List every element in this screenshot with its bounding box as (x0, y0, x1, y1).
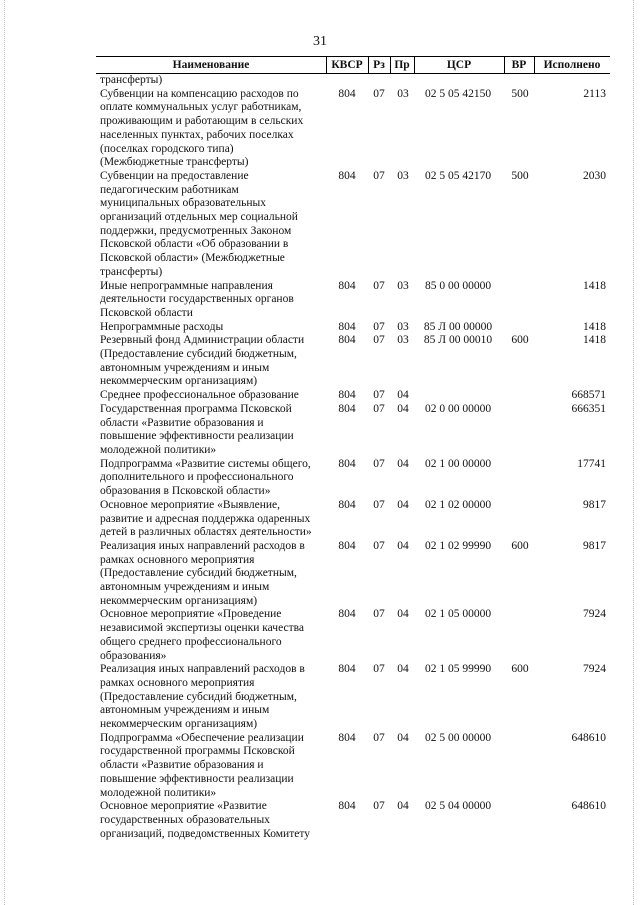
cell-csr: 02 1 02 99990 (424, 539, 492, 552)
cell-rz: 07 (373, 608, 385, 621)
left-edge-dots (4, 0, 7, 905)
cell-executed: 9817 (583, 498, 606, 511)
cell-executed: 666351 (571, 402, 606, 415)
cell-csr: 02 1 05 00000 (424, 608, 492, 621)
cell-executed: 1418 (583, 279, 606, 292)
table-header (96, 56, 610, 74)
cell-kvsr: 804 (338, 663, 356, 676)
cell-kvsr: 804 (338, 498, 356, 511)
cell-executed: 7924 (583, 663, 606, 676)
cell-rz: 07 (373, 402, 385, 415)
cell-pr: 03 (397, 87, 409, 100)
cell-csr: 85 Л 00 00000 (423, 320, 493, 333)
table-row (96, 389, 610, 403)
cell-executed: 648610 (571, 800, 606, 813)
cell-name: Подпрограмма «Обеспечение реализации государственной программы Псковской области «Развитие образования и повышение эффективности реализации молодежной политики» (100, 731, 304, 799)
cell-name: Основное мероприятие «Проведение независимой экспертизы оценки качества общего среднего профессионального образования» (100, 608, 304, 662)
table-row (96, 88, 610, 170)
cell-pr: 03 (397, 169, 409, 182)
cell-executed: 1418 (583, 334, 606, 347)
cell-vr: 500 (511, 87, 529, 100)
cell-name: Основное мероприятие «Выявление, развитие и адресная поддержка одаренных детей в различных областях деятельности» (100, 498, 312, 539)
cell-csr: 02 5 05 42170 (424, 169, 492, 182)
cell-kvsr: 804 (338, 87, 356, 100)
cell-rz: 07 (373, 389, 385, 402)
cell-executed: 17741 (577, 457, 606, 470)
cell-pr: 04 (397, 539, 409, 552)
cell-vr: 600 (511, 334, 529, 347)
cell-pr: 03 (397, 320, 409, 333)
right-edge-dots (633, 0, 636, 905)
cell-rz: 07 (373, 663, 385, 676)
table-row (96, 499, 610, 540)
cell-pr: 04 (397, 731, 409, 744)
table-row (96, 608, 610, 663)
table-row (96, 334, 610, 389)
cell-kvsr: 804 (338, 402, 356, 415)
cell-csr: 85 0 00 00000 (424, 279, 492, 292)
header-executed: Исполнено (543, 59, 601, 71)
cell-vr: 600 (511, 539, 529, 552)
cell-name: Непрограммные расходы (100, 320, 224, 333)
header-csr: ЦСР (446, 59, 472, 71)
cell-executed: 7924 (583, 608, 606, 621)
table-row (96, 540, 610, 609)
cell-rz: 07 (373, 457, 385, 470)
header-vr: ВР (511, 59, 527, 71)
budget-table (96, 56, 610, 841)
cell-name: трансферты) (100, 74, 163, 86)
cell-kvsr: 804 (338, 334, 356, 347)
cell-pr: 03 (397, 334, 409, 347)
table-row (96, 170, 610, 280)
cell-rz: 07 (373, 800, 385, 813)
table-row (96, 74, 610, 88)
cell-name: Субвенции на компенсацию расходов по оплате коммунальных услуг работникам, проживающим и работающим в сельских населенных пунктах, рабочих поселках (поселках городского типа) (Межбюджетные трансферты) (100, 87, 304, 169)
cell-pr: 03 (397, 279, 409, 292)
cell-name: Иные непрограммные направления деятельности государственных органов Псковской области (100, 279, 294, 319)
cell-rz: 07 (373, 87, 385, 100)
cell-csr: 02 5 05 42150 (424, 87, 492, 100)
cell-csr: 02 1 00 00000 (424, 457, 492, 470)
cell-name: Государственная программа Псковской области «Развитие образования и повышение эффективности реализации молодежной политики» (100, 402, 294, 456)
cell-rz: 07 (373, 539, 385, 552)
cell-executed: 648610 (571, 731, 606, 744)
cell-rz: 07 (373, 279, 385, 292)
cell-executed: 1418 (583, 320, 606, 333)
table-row (96, 321, 610, 335)
cell-pr: 04 (397, 663, 409, 676)
table-row (96, 663, 610, 732)
cell-kvsr: 804 (338, 389, 356, 402)
header-rz: Рз (373, 59, 385, 71)
cell-kvsr: 804 (338, 169, 356, 182)
cell-csr: 02 1 02 00000 (424, 498, 492, 511)
cell-executed: 2113 (583, 87, 606, 100)
cell-pr: 04 (397, 457, 409, 470)
cell-csr: 02 0 00 00000 (424, 402, 492, 415)
header-kvsr: КВСР (331, 59, 363, 71)
cell-rz: 07 (373, 320, 385, 333)
cell-kvsr: 804 (338, 608, 356, 621)
cell-pr: 04 (397, 498, 409, 511)
table-row (96, 403, 610, 458)
cell-kvsr: 804 (338, 320, 356, 333)
cell-pr: 04 (397, 608, 409, 621)
cell-kvsr: 804 (338, 279, 356, 292)
cell-rz: 07 (373, 169, 385, 182)
table-row (96, 800, 610, 841)
cell-csr: 02 5 00 00000 (424, 731, 492, 744)
cell-kvsr: 804 (338, 731, 356, 744)
table-row (96, 280, 610, 321)
cell-rz: 07 (373, 731, 385, 744)
cell-executed: 668571 (571, 389, 606, 402)
cell-vr: 500 (511, 169, 529, 182)
cell-name: Подпрограмма «Развитие системы общего, дополнительного и профессионального образования в Псковской области» (100, 457, 311, 498)
cell-executed: 9817 (583, 539, 606, 552)
cell-name: Среднее профессиональное образование (100, 389, 299, 402)
header-name: Наименование (172, 59, 250, 71)
cell-name: Резервный фонд Администрации области (Предоставление субсидий бюджетным, автономным учреждениям и иным некоммерческим организациям) (100, 334, 305, 388)
cell-name: Субвенции на предоставление педагогическим работникам муниципальных образовательных организаций отдельных мер социальной поддержки, предусмотренных Законом Псковской области «Об образовании в Псковской области» (Межбюджетные трансферты) (100, 169, 298, 278)
cell-pr: 04 (397, 389, 409, 402)
cell-executed: 2030 (583, 169, 606, 182)
cell-kvsr: 804 (338, 457, 356, 470)
cell-name: Основное мероприятие «Развитие государственных образовательных организаций, подведомственных Комитету (100, 800, 310, 840)
cell-kvsr: 804 (338, 539, 356, 552)
table-row (96, 732, 610, 801)
page-number: 31 (313, 34, 327, 49)
table-row (96, 458, 610, 499)
header-pr: Пр (394, 59, 410, 71)
cell-csr: 02 1 05 99990 (424, 663, 492, 676)
cell-rz: 07 (373, 498, 385, 511)
cell-pr: 04 (397, 402, 409, 415)
cell-csr: 85 Л 00 00010 (423, 334, 493, 347)
cell-kvsr: 804 (338, 800, 356, 813)
cell-pr: 04 (397, 800, 409, 813)
cell-rz: 07 (373, 334, 385, 347)
cell-csr: 02 5 04 00000 (424, 800, 492, 813)
cell-name: Реализация иных направлений расходов в рамках основного мероприятия (Предоставление субсидий бюджетным, автономным учреждениям и иным некоммерческим организациям) (100, 663, 305, 731)
table-body (96, 74, 610, 841)
cell-vr: 600 (511, 663, 529, 676)
cell-name: Реализация иных направлений расходов в рамках основного мероприятия (Предоставление субсидий бюджетным, автономным учреждениям и иным некоммерческим организациям) (100, 539, 305, 607)
